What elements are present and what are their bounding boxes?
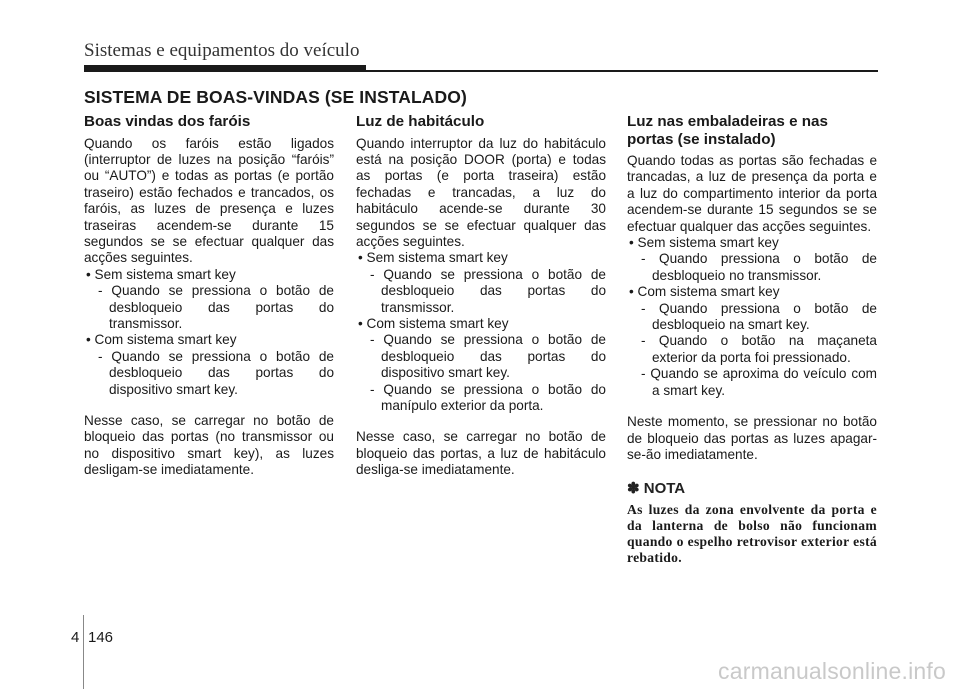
column-headlight-welcome: [84, 113, 334, 479]
bullet-item: • Sem sistema smart key: [358, 250, 508, 266]
sub-item: - Quando pressiona o botão de desbloqueio na smart key.: [641, 300, 877, 333]
column-interior-light: [356, 113, 606, 479]
note-star-icon: ✽: [627, 480, 640, 498]
bullet-item: • Sem sistema smart key: [86, 266, 236, 282]
bullet-item: • Com sistema smart key: [358, 315, 509, 331]
column-door-lights: [627, 113, 877, 567]
section-title: SISTEMA DE BOAS-VINDAS (SE INSTALADO): [84, 87, 467, 107]
sub-item: - Quando se aproxima do veículo com a smart key.: [641, 366, 877, 398]
page-number-separator: [83, 615, 84, 689]
paragraph-intro: Quando interruptor da luz do habitáculo está na posição DOOR (porta) e todas as portas (e porta traseira) estão fechadas e trancadas, a luz do habitáculo acende-se durante 30 segundos se se efectuar qualquer das acções seguintes.: [356, 135, 606, 249]
chapter-number: 4: [71, 629, 80, 646]
sub-item: - Quando se pressiona o botão de desbloqueio das portas do transmissor.: [370, 266, 606, 315]
bullet-item: • Com sistema smart key: [86, 332, 237, 348]
note-heading: [627, 481, 877, 497]
paragraph-intro: Quando todas as portas são fechadas e trancadas, a luz de presença da porta e a luz do compartimento interior da porta acendem-se durante 15 segundos se se efectuar qualquer das acções seguintes.: [627, 153, 877, 234]
note-text: As luzes da zona envolvente da porta e da lanterna de bolso não funcionam quando o espelho retrovisor exterior está rebatido.: [627, 501, 877, 566]
sub-item: - Quando se pressiona o botão do manípulo exterior da porta.: [370, 381, 606, 413]
column-heading: Luz nas embaladeiras e nas portas (se instalado): [627, 113, 828, 148]
bullet-item: • Com sistema smart key: [629, 284, 780, 300]
sub-item: - Quando se pressiona o botão de desbloqueio das portas do dispositivo smart key.: [98, 348, 334, 397]
sub-item: - Quando o botão na maçaneta exterior da porta foi pressionado.: [641, 333, 877, 365]
watermark: carmanualsonline.info: [718, 658, 946, 684]
paragraph-closing: Nesse caso, se carregar no botão de bloqueio das portas (no transmissor ou no dispositivo smart key), as luzes desligam-se imediatamente.: [84, 413, 334, 478]
paragraph-closing: Nesse caso, se carregar no botão de bloqueio das portas, a luz de habitáculo desliga-se imediatamente.: [356, 429, 606, 478]
sub-item: - Quando se pressiona o botão de desbloqueio das portas do dispositivo smart key.: [370, 332, 606, 381]
column-heading: Luz de habitáculo: [356, 113, 485, 130]
header-rule-thick: [84, 65, 366, 72]
sub-item: - Quando pressiona o botão de desbloqueio no transmissor.: [641, 251, 877, 283]
chapter-header-title: Sistemas e equipamentos do veículo: [84, 40, 360, 61]
page-number: 146: [88, 629, 114, 646]
note-title: NOTA: [643, 480, 686, 498]
header-rule-thin: [366, 70, 878, 72]
bullet-item: • Sem sistema smart key: [629, 235, 779, 251]
column-heading: Boas vindas dos faróis: [84, 113, 251, 130]
paragraph-closing: Neste momento, se pressionar no botão de bloqueio das portas as luzes apagar-se-ão imediatamente.: [627, 414, 877, 462]
sub-item: - Quando se pressiona o botão de desbloqueio das portas do transmissor.: [98, 283, 334, 331]
paragraph-intro: Quando os faróis estão ligados (interruptor de luzes na posição “faróis” ou “AUTO”) e todas as portas (e portão traseiro) estão fechados e trancados, os faróis, as luzes de presença e luzes traseiras acendem-se durante 15 segundos se se efectuar qualquer das acções seguintes.: [84, 135, 334, 266]
